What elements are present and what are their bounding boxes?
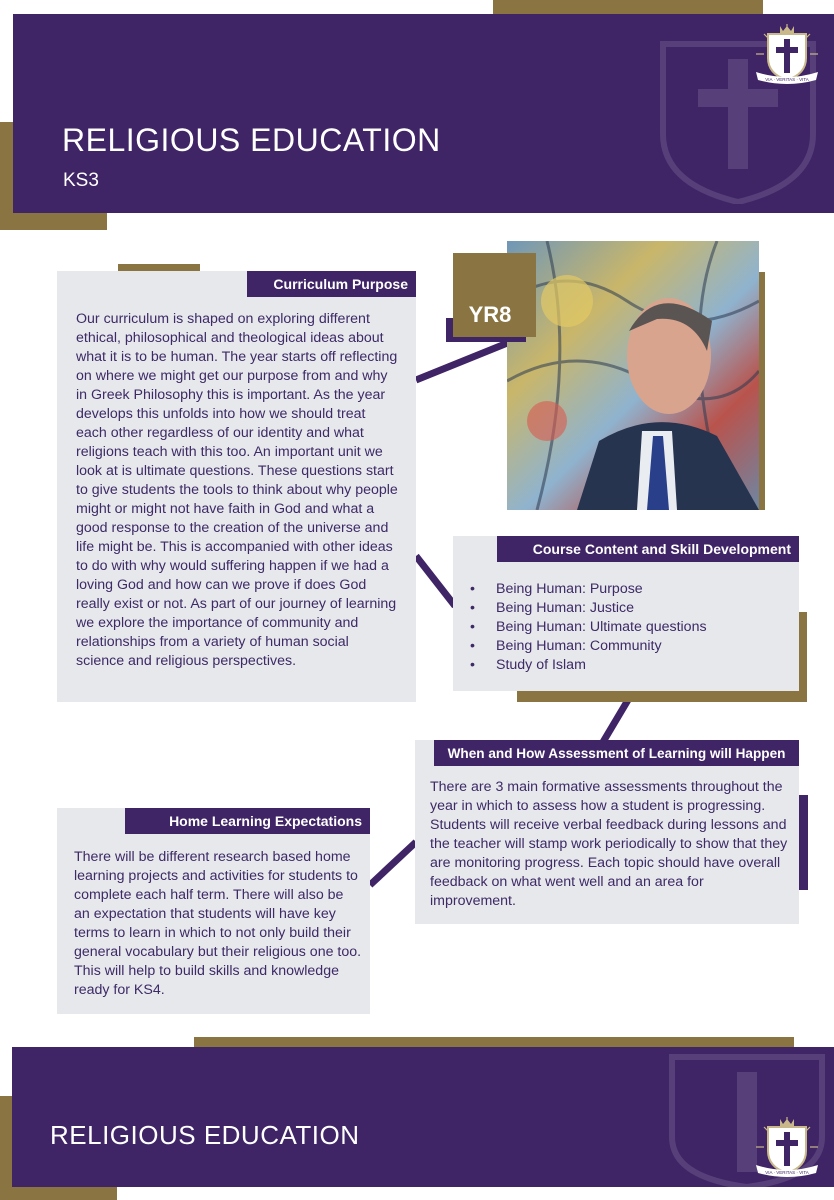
home-text: There will be different research based home learning projects and activities for students to complete each half term. There will also be an expectation that students will have key terms to learn in which to not only build their general vocabulary but their religious one too. This will help to build skills and knowledge ready for KS4. (74, 849, 362, 998)
assessment-purple-accent (799, 795, 808, 890)
list-item: • Being Human: Purpose (470, 580, 790, 599)
list-item: • Being Human: Justice (470, 599, 790, 618)
assessment-text: There are 3 main formative assessments throughout the year in which to assess how a student is progressing. Students will receive verbal feedback during lessons and the teacher will stamp work periodically to show that they are monitoring progress. Each topic should have overall feedback on what went well and an area for improvement. (430, 779, 788, 909)
curriculum-label: Curriculum Purpose (247, 271, 416, 297)
svg-text:VIA · VERITAS · VITA: VIA · VERITAS · VITA (765, 1170, 809, 1175)
footer-crest-icon (752, 1115, 822, 1181)
assessment-label: When and How Assessment of Learning will Happen (434, 740, 799, 766)
footer-gold-accent-top (194, 1037, 794, 1047)
home-label: Home Learning Expectations (125, 808, 370, 834)
teacher-photo (507, 241, 759, 510)
year-badge-label: YR8 (468, 302, 512, 327)
list-item: • Being Human: Ultimate questions (470, 618, 790, 637)
footer-banner (12, 1047, 834, 1187)
footer-title: RELIGIOUS EDUCATION (50, 1120, 360, 1150)
svg-text:VIA · VERITAS · VITA: VIA · VERITAS · VITA (765, 77, 809, 82)
course-content-list (470, 580, 790, 675)
course-label: Course Content and Skill Development (497, 536, 799, 562)
list-item: • Being Human: Community (470, 637, 790, 656)
page-title: RELIGIOUS EDUCATION (62, 122, 441, 158)
curriculum-text: Our curriculum is shaped on exploring different ethical, philosophical and theological ideas about what it is to be human. The year starts off reflecting on where we might get our purpose from and why in Greek Philosophy this is important. As the year develops this unfolds into how we should treat each other regardless of our identity and what religions teach with this too. An important unit we look at is ultimate questions. These questions start to give students the tools to think about why people might or might not have faith in God and what a good response to the creation of the universe and life might be. This is accompanied with other ideas to do with why would suffering happen if we had a loving God and how can we prove if does God really exist or not. As part of our journey of learning we explore the importance of community and relationships from a variety of human social science and religious perspectives. (76, 311, 398, 669)
page-subtitle: KS3 (63, 170, 99, 191)
list-item: • Study of Islam (470, 656, 790, 675)
